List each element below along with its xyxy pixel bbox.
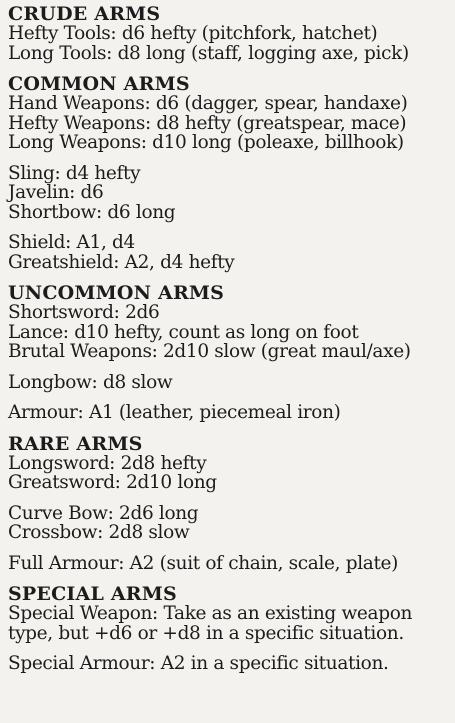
item-group (8, 654, 453, 674)
section-uncommon-arms (8, 283, 453, 423)
section-title: UNCOMMON ARMS (8, 282, 225, 304)
item-line: Hefty Weapons: d8 hefty (greatspear, mace) (8, 112, 407, 134)
item-line: Javelin: d6 (8, 182, 104, 203)
item-line: Long Weapons: d10 long (poleaxe, billhook) (8, 132, 404, 153)
item-group (8, 164, 453, 223)
item-line: Hefty Tools: d6 hefty (pitchfork, hatchet) (8, 23, 378, 44)
item-line: Hand Weapons: d6 (dagger, spear, handaxe) (8, 93, 408, 114)
section-title: COMMON ARMS (8, 73, 190, 95)
item-line: Shield: A1, d4 (8, 232, 135, 253)
item-line: Longbow: d8 slow (8, 371, 173, 393)
section-common-arms (8, 74, 453, 272)
item-group (8, 24, 453, 63)
item-line: Curve Bow: 2d6 long (8, 502, 199, 524)
item-group (8, 303, 453, 362)
item-line: Special Weapon: Take as an existing weapon (8, 603, 413, 624)
item-line: Shortbow: d6 long (8, 201, 176, 223)
item-group (8, 504, 453, 543)
section-special-arms (8, 584, 453, 674)
item-line: Brutal Weapons: 2d10 slow (great maul/axe) (8, 341, 411, 362)
item-line: Armour: A1 (leather, piecemeal iron) (8, 402, 341, 423)
section-title: SPECIAL ARMS (8, 583, 177, 605)
item-line: type, but +d6 or +d8 in a specific situation. (8, 622, 404, 644)
item-group (8, 604, 453, 643)
section-rare-arms (8, 434, 453, 574)
item-group (8, 554, 453, 574)
item-line: Special Armour: A2 in a specific situation. (8, 653, 389, 674)
item-line: Sling: d4 hefty (8, 162, 141, 184)
item-group (8, 403, 453, 423)
item-line: Long Tools: d8 long (staff, logging axe, pick) (8, 42, 409, 64)
item-group (8, 373, 453, 393)
arms-list-document (8, 4, 453, 685)
section-title: RARE ARMS (8, 432, 143, 455)
item-line: Full Armour: A2 (suit of chain, scale, plate) (8, 552, 399, 574)
item-line: Shortsword: 2d6 (8, 302, 160, 323)
item-group (8, 454, 453, 493)
section-title: CRUDE ARMS (8, 3, 161, 25)
item-line: Lance: d10 hefty, count as long on foot (8, 321, 359, 343)
section-crude-arms (8, 4, 453, 63)
item-line: Greatsword: 2d10 long (8, 472, 217, 493)
item-line: Longsword: 2d8 hefty (8, 452, 207, 474)
item-group (8, 94, 453, 153)
item-group (8, 233, 453, 272)
item-line: Greatshield: A2, d4 hefty (8, 251, 235, 273)
item-line: Crossbow: 2d8 slow (8, 522, 190, 543)
